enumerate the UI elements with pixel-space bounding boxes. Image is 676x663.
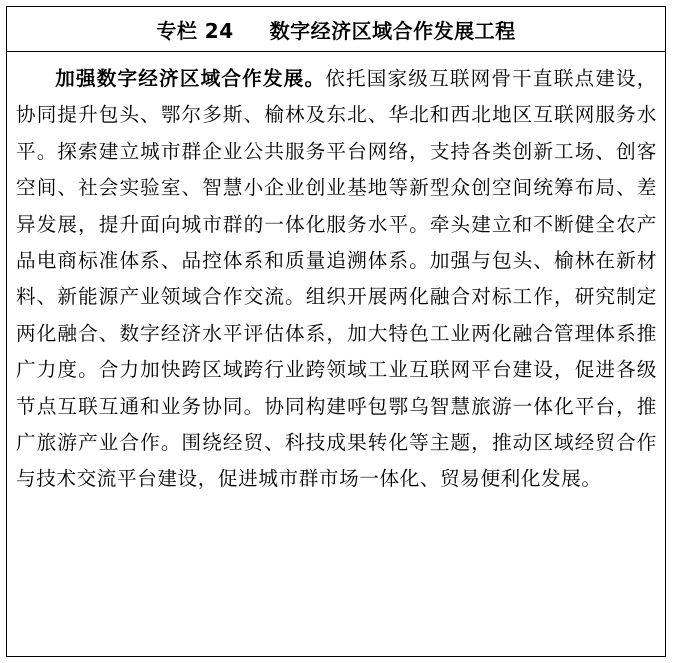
column-box — [6, 6, 666, 657]
body-lead: 加强数字经济区域合作发展。 — [55, 67, 326, 90]
column-label: 专栏 24 — [156, 18, 234, 43]
column-body — [7, 61, 665, 498]
column-header — [7, 7, 665, 52]
body-text: 依托国家级互联网骨干直联点建设，协同提升包头、鄂尔多斯、榆林及东北、华北和西北地区互联网服务水平。探索建立城市群企业公共服务平台网络，支持各类创新工场、创客空间、社会实验室、智慧小企业创业基地等新型众创空间统筹布局、差异发展，提升面向城市群的一体化服务水平。牵头建立和不断健全农产品电商标准体系、品控体系和质量追溯体系。加强与包头、榆林在新材料、新能源产业领域合作交流。组织开展两化融合对标工作，研究制定两化融合、数字经济水平评估体系，加大特色工业两化融合管理体系推广力度。合力加快跨区域跨行业跨领域工业互联网平台建设，促进各级节点互联互通和业务协同。协同构建呼包鄂乌智慧旅游一体化平台，推广旅游产业合作。围绕经贸、科技成果转化等主题，推动区域经贸合作与技术交流平台建设，促进城市群市场一体化、贸易便利化发展。 — [16, 67, 657, 491]
column-title: 数字经济区域合作发展工程 — [269, 18, 516, 43]
